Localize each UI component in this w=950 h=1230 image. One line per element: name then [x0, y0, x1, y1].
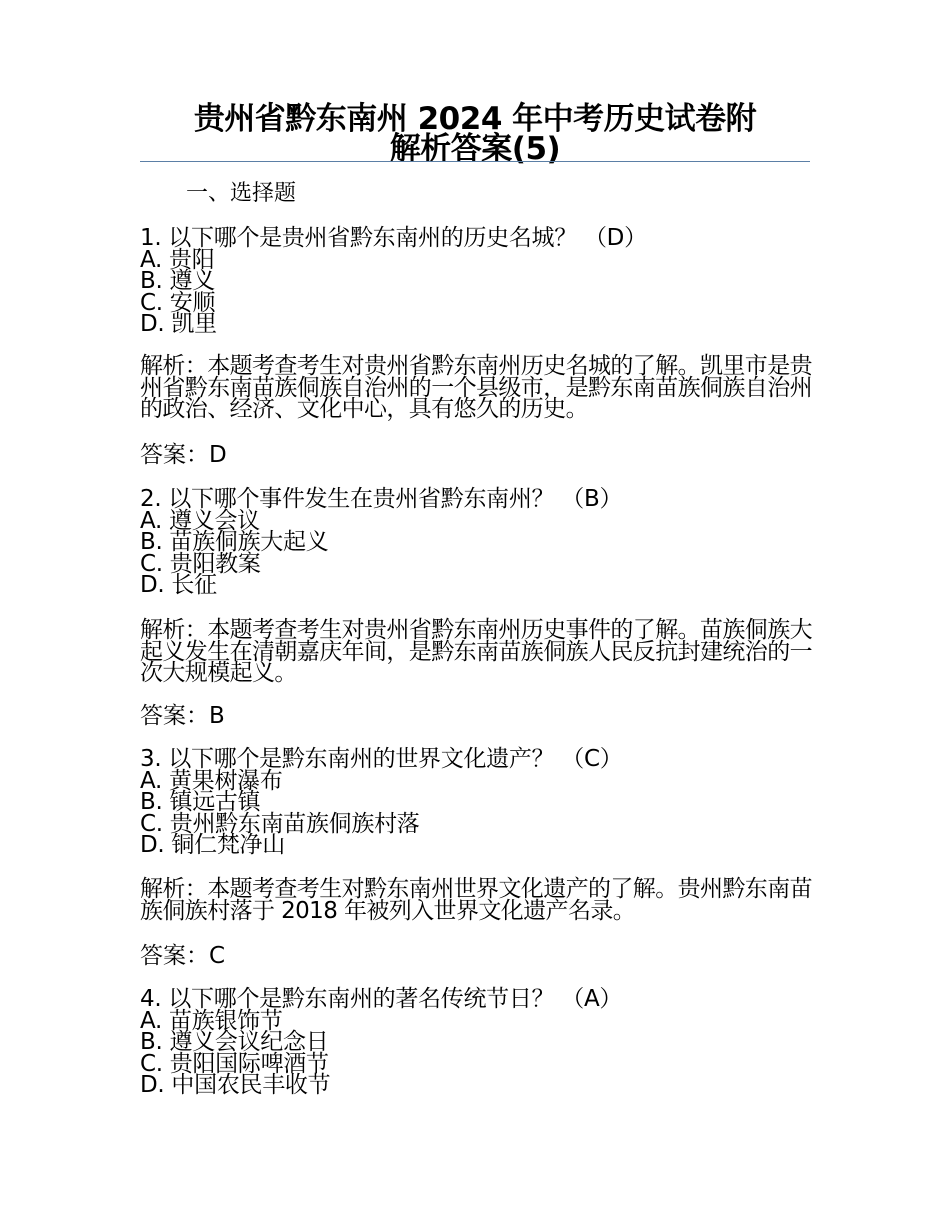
question-4-option-d: D. 中国农民丰收节 — [140, 1072, 331, 1098]
document-title-line-2: 解析答案(5) — [389, 131, 561, 167]
section-heading: 一、选择题 — [186, 181, 297, 206]
question-1-option-d: D. 凯里 — [140, 311, 217, 337]
question-2 — [140, 486, 812, 598]
document-title-line-1: 贵州省黔东南州 2024 年中考历史试卷附 — [193, 101, 757, 137]
question-3-option-a: A. 黄果树瀑布 — [140, 767, 283, 794]
question-4 — [140, 986, 812, 1098]
question-2-answer: 答案：B — [140, 703, 225, 729]
question-3-explanation: 解析：本题考查考生对黔东南州世界文化遗产的了解。贵州黔东南苗族侗族村落于 2018 年被列入世界文化遗产名录。 — [140, 876, 813, 924]
question-1-option-b: B. 遵义 — [140, 268, 215, 294]
question-2-option-d: D. 长征 — [140, 572, 217, 598]
document-title — [140, 101, 810, 167]
question-2-option-b: B. 苗族侗族大起义 — [140, 529, 329, 555]
question-1-option-c: C. 安顺 — [140, 289, 216, 316]
question-1 — [140, 225, 812, 337]
question-4-option-a: A. 苗族银饰节 — [140, 1007, 283, 1034]
question-3-option-d: D. 铜仁梵净山 — [140, 832, 285, 858]
question-2-option-a: A. 遵义会议 — [140, 507, 260, 534]
question-2-stem: 2. 以下哪个事件发生在贵州省黔东南州？ （B） — [140, 486, 623, 512]
question-1-explanation: 解析：本题考查考生对贵州省黔东南州历史名城的了解。凯里市是贵州省黔东南苗族侗族自治州的一个县级市，是黔东南苗族侗族自治州的政治、经济、文化中心，具有悠久的历史。 — [140, 353, 813, 422]
question-3-option-b: B. 镇远古镇 — [140, 789, 261, 815]
title-underline — [140, 161, 810, 162]
question-1-answer: 答案：D — [140, 442, 227, 468]
question-3 — [140, 746, 812, 858]
question-4-option-c: C. 贵阳国际啤酒节 — [140, 1050, 329, 1077]
question-1-stem: 1. 以下哪个是贵州省黔东南州的历史名城？ （D） — [140, 225, 647, 251]
question-1-option-a: A. 贵阳 — [140, 246, 215, 273]
question-2-option-c: C. 贵阳教案 — [140, 550, 261, 577]
question-2-explanation: 解析：本题考查考生对贵州省黔东南州历史事件的了解。苗族侗族大起义发生在清朝嘉庆年间，是黔东南苗族侗族人民反抗封建统治的一次大规模起义。 — [140, 617, 813, 686]
question-4-option-b: B. 遵义会议纪念日 — [140, 1029, 329, 1055]
question-3-stem: 3. 以下哪个是黔东南州的世界文化遗产？ （C） — [140, 746, 623, 772]
question-3-option-c: C. 贵州黔东南苗族侗族村落 — [140, 810, 420, 837]
question-4-stem: 4. 以下哪个是黔东南州的著名传统节日？ （A） — [140, 986, 623, 1012]
question-3-answer: 答案：C — [140, 943, 226, 969]
